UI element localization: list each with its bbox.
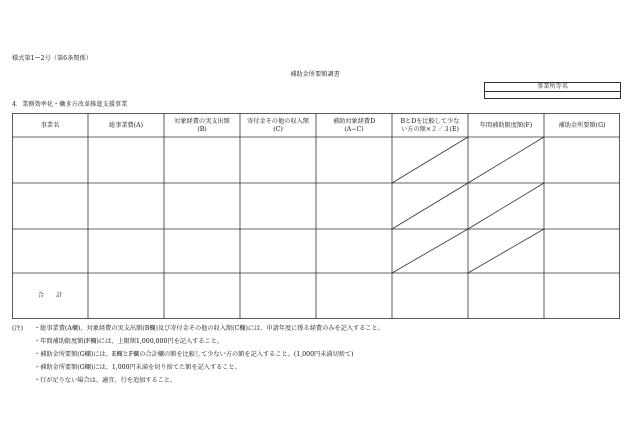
note-item: ・補助金所要額(G欄)には、1,000円未満を切り捨てた額を記入すること。	[34, 364, 241, 371]
office-name-label: 事業所等名	[485, 83, 620, 92]
column-header: い方の額×２／３(E)	[401, 126, 459, 133]
column-header: 事業名	[40, 122, 60, 129]
note-item: ・補助金所要額(G欄)には、E欄とF欄の合計欄の額を比較して少ない方の額を記入すること。(1,000円未満切捨て)	[34, 351, 354, 358]
office-name-box	[484, 82, 621, 99]
diagonal-strike	[468, 183, 544, 229]
note-item: ・総事業費(A欄)、対象経費の実支出額(B欄)及び寄付金その他の収入額(C欄)には、申請年度に係る経費のみを記入すること。	[34, 325, 384, 332]
form-number: 様式第1ー2号（第6条関係）	[12, 55, 92, 62]
column-header: BとDを比較して少な	[400, 118, 460, 125]
total-label: 合 計	[37, 292, 63, 299]
notes-prefix: (注)	[12, 325, 24, 332]
column-header: 対象経費の実支出額	[174, 118, 230, 125]
diagonal-strike	[392, 137, 468, 183]
diagonal-strike	[392, 183, 468, 229]
diagonal-strike	[392, 229, 468, 273]
column-header: 年間補助限度額(F)	[479, 122, 533, 129]
subsidy-table	[12, 113, 620, 319]
column-header: 寄付金その他の収入額	[247, 118, 309, 125]
note-item: ・行が足りない場合は、適宜、行を追加すること。	[34, 377, 177, 384]
diagonal-strike	[468, 137, 544, 183]
document-title: 補助金所要額調書	[290, 71, 340, 78]
column-header: 総事業費(A)	[108, 122, 144, 129]
column-header: (A−C)	[344, 126, 364, 133]
note-item: ・年間補助限度額(F欄)には、上限額1,000,000円を記入すること。	[34, 338, 224, 345]
column-header: 補助金所要額(G)	[558, 122, 606, 129]
section-title: 4．業務効率化・働き方改革推進支援事業	[12, 101, 128, 108]
diagonal-strike	[468, 229, 544, 273]
column-header: (B)	[197, 126, 207, 133]
column-header: 補助対象経費D	[332, 118, 376, 125]
column-header: (C)	[273, 126, 283, 133]
